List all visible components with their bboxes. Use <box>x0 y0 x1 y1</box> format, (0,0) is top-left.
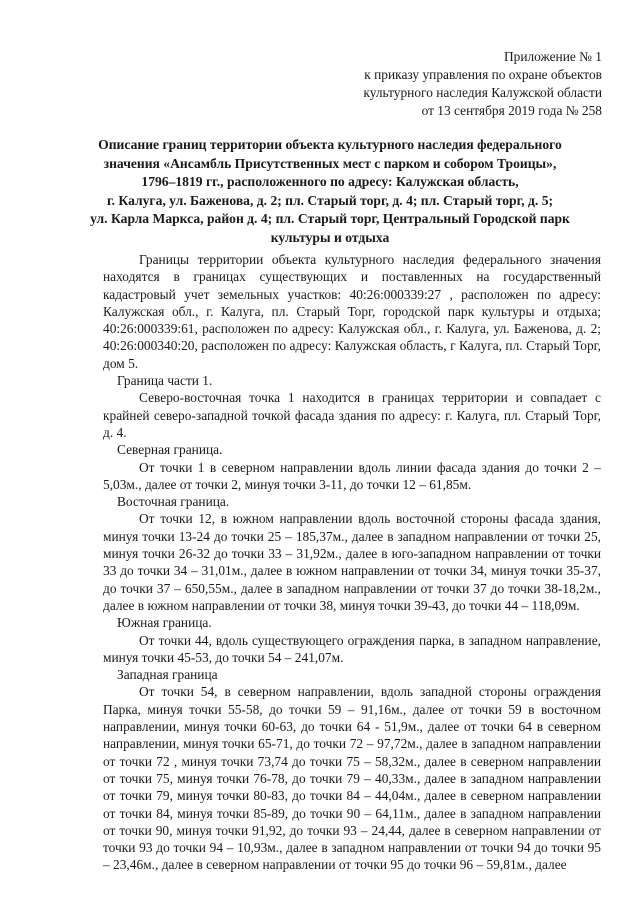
document-title <box>80 136 580 248</box>
part-1-heading: Граница части 1. <box>117 373 213 389</box>
appendix-order-line: к приказу управления по охране объектов <box>364 67 602 82</box>
west-boundary-paragraph: От точки 54, в северном направлении, вдоль западной стороны ограждения Парка, минуя точки 55-58, до точки 59 – 91,16м., далее от точки 59 в восточном направлении, минуя точки 60-63, до точки 64 - 51,9м., далее от точки 64 в северном направлении, минуя точки 65-71, до точки 72 – 97,72м., далее в западном направлении от точки 72 , минуя точки 73,74 до точки 75 – 58,32м., далее в северном направлении от точки 75, минуя точки 76-78, до точки 79 – 40,33м., далее в западном направлении от точки 79, минуя точки 80-83, до точки 84 – 44,04м., далее в северном направлении от точки 84, минуя точки 85-89, до точки 90 – 64,11м., далее в западном направлении от точки 90, минуя точки 91,92, до точки 93 – 24,44, далее в северном направлении от точки 93 до точки 94 – 10,93м., далее в западном направлении от точки 94 до точки 95 – 23,46м., далее в северном направлении от точки 95 до точки 96 – 59,81м., далее <box>103 684 601 873</box>
south-boundary-heading: Южная граница. <box>117 615 212 631</box>
east-boundary-heading: Восточная граница. <box>117 494 230 510</box>
west-boundary-heading: Западная граница <box>117 667 218 683</box>
appendix-date-line: от 13 сентября 2019 года № 258 <box>421 103 602 118</box>
south-boundary-paragraph: От точки 44, вдоль существующего ограждения парка, в западном направление, минуя точки 45-53, до точки 54 – 241,07м. <box>103 632 601 665</box>
north-boundary-paragraph: От точки 1 в северном направлении вдоль линии фасада здания до точки 2 – 5,03м., далее от точки 2, минуя точки 3-11, до точки 12 – 61,85м. <box>103 459 601 492</box>
title-line: культуры и отдыха <box>270 229 390 245</box>
title-line: 1796–1819 гг., расположенного по адресу: Калужская область, <box>141 174 519 190</box>
intro-paragraph: Границы территории объекта культурного наследия федерального значения находятся в границах существующих и поставленных на государственный кадастровый учет земельных участков: 40:26:000339:27 , расположен по адресу: Калужская обл., г. Калуга, пл. Старый Торг, городской парк культуры и отдыха; 40:26:000339:61, расположен по адресу: Калужская обл., г. Калуга, ул. Баженова, д. 2; 40:26:000340:20, расположен по адресу: Калужская область, г Калуга, пл. Старый Торг, дом 5. <box>103 252 601 371</box>
title-line: г. Калуга, ул. Баженова, д. 2; пл. Старый торг, д. 4; пл. Старый торг, д. 5; <box>106 192 554 208</box>
appendix-header <box>302 48 602 120</box>
title-line: Описание границ территории объекта культурного наследия федерального <box>98 137 562 152</box>
appendix-authority-line: культурного наследия Калужской области <box>363 85 602 100</box>
east-boundary-paragraph: От точки 12, в южном направлении вдоль восточной стороны фасада здания, минуя точки 13-24 до точки 25 – 185,37м., далее в западном направлении от точки 25, минуя точки 26-32 до точки 33 – 31,92м., далее в юго-западном направлении от точки 33 до точки 34 – 31,01м., далее в южном направлении от точки 34, минуя точки 35-37, до точки 37 – 650,55м., далее в западном направлении от точки 37 до точки 38-18,2м., далее в южном направлении от точки 38, минуя точки 39-43, до точки 44 – 118,09м. <box>103 511 601 613</box>
appendix-number: Приложение № 1 <box>503 49 602 64</box>
north-east-point-paragraph: Северо-восточная точка 1 находится в границах территории и совпадает с крайней северо-западной точкой фасада здания по адресу: г. Калуга, пл. Старый Торг, д. 4. <box>103 390 601 440</box>
document-body <box>103 251 601 874</box>
title-line: ул. Карла Маркса, район д. 4; пл. Старый торг, Центральный Городской парк <box>90 211 570 227</box>
title-line: значения «Ансамбль Присутственных мест с парком и собором Троицы», <box>103 155 557 171</box>
north-boundary-heading: Северная граница. <box>117 442 223 458</box>
